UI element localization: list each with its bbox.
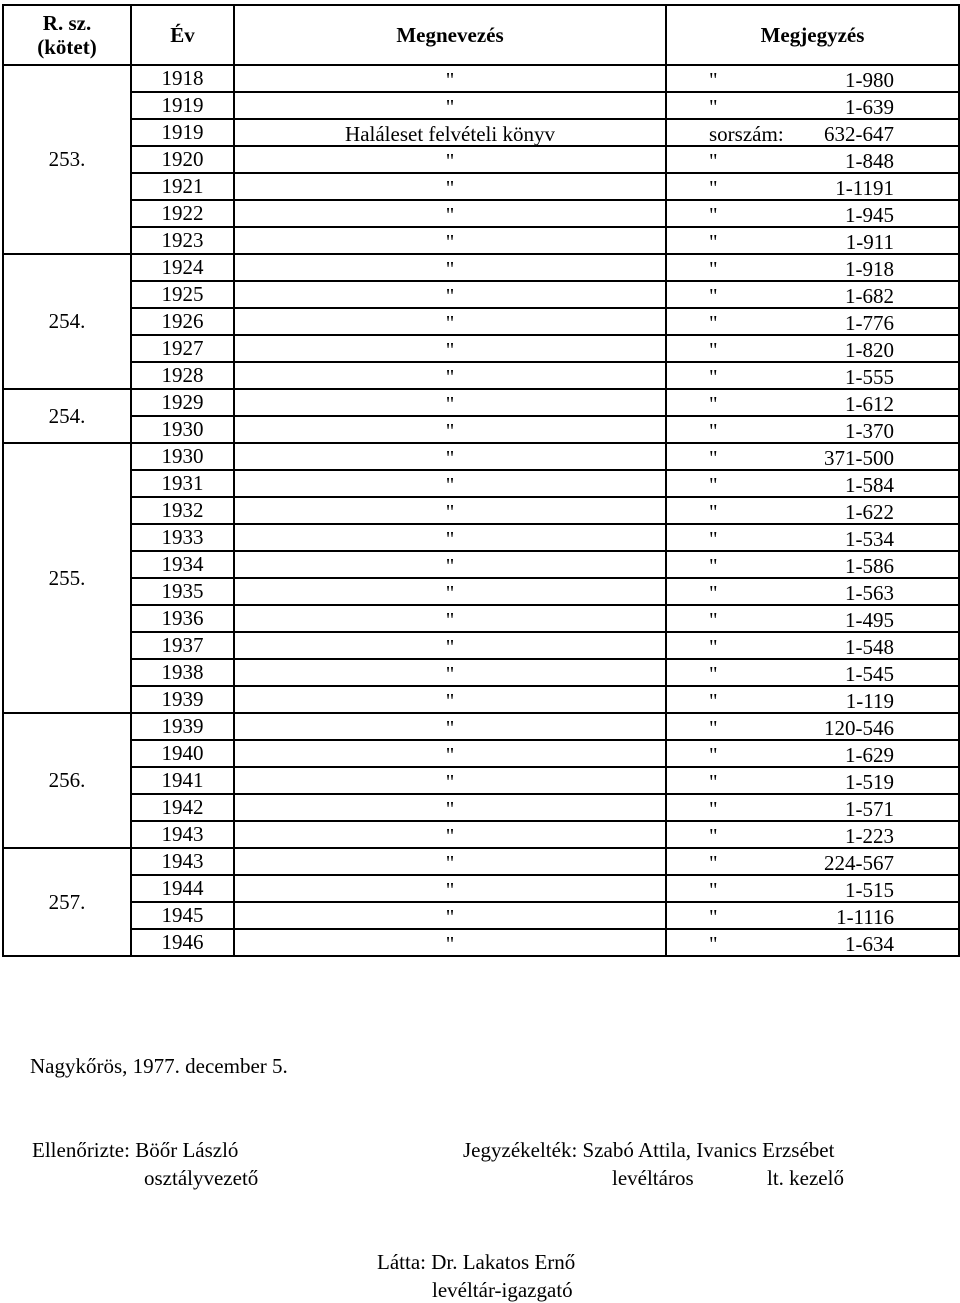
- year-cell: 1924: [131, 254, 234, 281]
- year-cell: 1934: [131, 551, 234, 578]
- year-cell: 1919: [131, 92, 234, 119]
- table-row: [3, 389, 959, 416]
- table-row: [3, 686, 959, 713]
- note-ditto: ": [709, 662, 718, 686]
- table-row: [3, 605, 959, 632]
- serial-range: 1-1116: [836, 905, 894, 929]
- table-row: [3, 227, 959, 254]
- serial-range: 1-515: [845, 878, 894, 902]
- compiled-by: Jegyzékelték: Szabó Attila, Ivanics Erzsébet: [463, 1138, 835, 1162]
- year-cell: 1928: [131, 362, 234, 389]
- year-cell: 1919: [131, 119, 234, 146]
- name-cell: [234, 146, 666, 173]
- note-ditto: ": [709, 689, 718, 713]
- serial-range: 1-848: [845, 149, 894, 173]
- note-ditto: ": [709, 446, 718, 470]
- name-cell: [234, 551, 666, 578]
- name-cell: [234, 794, 666, 821]
- table-row: [3, 146, 959, 173]
- note-ditto: ": [709, 419, 718, 443]
- header-volume-line1: R. sz.: [42, 10, 92, 35]
- note-ditto: ": [709, 338, 718, 362]
- name-cell: [234, 659, 666, 686]
- name-ditto: ": [445, 743, 455, 767]
- compiled-title-archivist: levéltáros: [612, 1166, 694, 1190]
- checked-by: Ellenőrizte: Böőr László: [32, 1138, 239, 1162]
- table-row: [3, 767, 959, 794]
- note-cell: [666, 92, 959, 119]
- table-row: [3, 173, 959, 200]
- note-cell: [666, 362, 959, 389]
- note-cell: [666, 173, 959, 200]
- header-note: Megjegyzés: [666, 5, 959, 65]
- serial-range: 1-629: [845, 743, 894, 767]
- note-cell: [666, 659, 959, 686]
- note-ditto: ": [709, 95, 718, 119]
- note-ditto: ": [709, 500, 718, 524]
- name-ditto: ": [445, 770, 455, 794]
- serial-range: 1-612: [845, 392, 894, 416]
- note-cell: [666, 902, 959, 929]
- name-cell: [234, 902, 666, 929]
- name-ditto: ": [445, 635, 455, 659]
- year-cell: 1935: [131, 578, 234, 605]
- name-ditto: ": [445, 203, 455, 227]
- name-ditto: ": [445, 851, 455, 875]
- table-row: [3, 308, 959, 335]
- serial-range: 1-622: [845, 500, 894, 524]
- year-cell: 1937: [131, 632, 234, 659]
- name-cell: [234, 308, 666, 335]
- name-ditto: ": [445, 878, 455, 902]
- table-row: [3, 362, 959, 389]
- year-cell: 1930: [131, 416, 234, 443]
- note-ditto: ": [709, 203, 718, 227]
- name-cell: [234, 767, 666, 794]
- year-cell: 1926: [131, 308, 234, 335]
- serial-range: 1-634: [845, 932, 894, 956]
- table-row: [3, 659, 959, 686]
- name-ditto: ": [445, 824, 455, 848]
- name-cell: [234, 875, 666, 902]
- year-cell: 1938: [131, 659, 234, 686]
- name-cell: [234, 92, 666, 119]
- note-cell: [666, 443, 959, 470]
- table-row: [3, 470, 959, 497]
- serial-range: 1-776: [845, 311, 894, 335]
- volume-number: 254.: [3, 254, 131, 389]
- name-cell: [234, 605, 666, 632]
- compiled-title-clerk: lt. kezelő: [767, 1166, 844, 1190]
- serial-range: 1-370: [845, 419, 894, 443]
- note-cell: [666, 119, 959, 146]
- name-cell: [234, 335, 666, 362]
- note-ditto: ": [709, 905, 718, 929]
- note-cell: [666, 524, 959, 551]
- register-table: [2, 4, 960, 957]
- year-cell: 1921: [131, 173, 234, 200]
- table-row: [3, 119, 959, 146]
- name-cell: [234, 470, 666, 497]
- note-ditto: ": [709, 311, 718, 335]
- year-cell: 1922: [131, 200, 234, 227]
- name-ditto: ": [445, 284, 455, 308]
- name-cell: [234, 443, 666, 470]
- name-ditto: ": [445, 689, 455, 713]
- header-name: Megnevezés: [234, 5, 666, 65]
- note-ditto: ": [709, 608, 718, 632]
- note-cell: [666, 821, 959, 848]
- table-row: [3, 794, 959, 821]
- serial-range: 1-548: [845, 635, 894, 659]
- note-cell: [666, 416, 959, 443]
- note-ditto: ": [709, 635, 718, 659]
- name-ditto: ": [445, 230, 455, 254]
- note-ditto: ": [709, 68, 718, 92]
- header-volume: [3, 5, 131, 65]
- name-cell: [234, 740, 666, 767]
- serial-range: 1-980: [845, 68, 894, 92]
- year-cell: 1936: [131, 605, 234, 632]
- serial-range: 371-500: [824, 446, 894, 470]
- approved-title: levéltár-igazgató: [432, 1278, 573, 1302]
- year-cell: 1931: [131, 470, 234, 497]
- name-ditto: ": [445, 149, 455, 173]
- name-ditto: ": [445, 905, 455, 929]
- header-row: [3, 5, 959, 65]
- note-cell: [666, 605, 959, 632]
- note-cell: [666, 146, 959, 173]
- note-ditto: ": [709, 176, 718, 200]
- note-label: sorszám:: [709, 122, 784, 146]
- name-cell: [234, 578, 666, 605]
- name-cell: [234, 929, 666, 956]
- name-ditto: ": [445, 608, 455, 632]
- table-row: [3, 578, 959, 605]
- serial-range: 1-545: [845, 662, 894, 686]
- serial-range: 1-534: [845, 527, 894, 551]
- note-ditto: ": [709, 257, 718, 281]
- table-row: [3, 875, 959, 902]
- year-cell: 1940: [131, 740, 234, 767]
- serial-range: 1-519: [845, 770, 894, 794]
- serial-range: 120-546: [824, 716, 894, 740]
- note-ditto: ": [709, 878, 718, 902]
- year-cell: 1939: [131, 713, 234, 740]
- serial-range: 1-571: [845, 797, 894, 821]
- table-row: [3, 740, 959, 767]
- serial-range: 1-820: [845, 338, 894, 362]
- table-row: [3, 902, 959, 929]
- name-ditto: ": [445, 662, 455, 686]
- note-ditto: ": [709, 743, 718, 767]
- note-ditto: ": [709, 770, 718, 794]
- note-cell: [666, 632, 959, 659]
- name-ditto: ": [445, 716, 455, 740]
- note-cell: [666, 848, 959, 875]
- volume-number: 257.: [3, 848, 131, 956]
- name-ditto: ": [445, 500, 455, 524]
- table-row: [3, 416, 959, 443]
- name-ditto: ": [445, 797, 455, 821]
- name-ditto: ": [445, 527, 455, 551]
- name-cell: [234, 65, 666, 92]
- note-ditto: ": [709, 473, 718, 497]
- table-row: [3, 929, 959, 956]
- name-cell: [234, 848, 666, 875]
- table-row: [3, 821, 959, 848]
- table-row: [3, 848, 959, 875]
- table-row: [3, 443, 959, 470]
- note-ditto: ": [709, 581, 718, 605]
- name-ditto: ": [445, 932, 455, 956]
- serial-range: 1-911: [845, 230, 894, 254]
- year-cell: 1943: [131, 848, 234, 875]
- year-cell: 1925: [131, 281, 234, 308]
- year-cell: 1942: [131, 794, 234, 821]
- header-volume-line2: (kötet): [37, 35, 97, 59]
- note-cell: [666, 578, 959, 605]
- serial-range: 1-682: [845, 284, 894, 308]
- note-cell: [666, 200, 959, 227]
- volume-number: 254.: [3, 389, 131, 443]
- name-cell: [234, 686, 666, 713]
- note-ditto: ": [709, 716, 718, 740]
- serial-range: 1-555: [845, 365, 894, 389]
- name-text: Haláleset felvételi könyv: [345, 122, 555, 146]
- table-row: [3, 524, 959, 551]
- year-cell: 1918: [131, 65, 234, 92]
- approved-by: Látta: Dr. Lakatos Ernő: [377, 1250, 576, 1274]
- name-ditto: ": [445, 581, 455, 605]
- year-cell: 1929: [131, 389, 234, 416]
- name-cell: [234, 119, 666, 146]
- checked-by-title: osztályvezető: [144, 1166, 259, 1190]
- name-ditto: ": [445, 473, 455, 497]
- year-cell: 1920: [131, 146, 234, 173]
- note-ditto: ": [709, 797, 718, 821]
- year-cell: 1944: [131, 875, 234, 902]
- note-cell: [666, 389, 959, 416]
- name-ditto: ": [445, 338, 455, 362]
- note-ditto: ": [709, 554, 718, 578]
- note-cell: [666, 875, 959, 902]
- name-cell: [234, 362, 666, 389]
- name-cell: [234, 821, 666, 848]
- volume-number: 253.: [3, 65, 131, 254]
- name-cell: [234, 254, 666, 281]
- name-ditto: ": [445, 392, 455, 416]
- year-cell: 1930: [131, 443, 234, 470]
- volume-number: 255.: [3, 443, 131, 713]
- year-cell: 1923: [131, 227, 234, 254]
- note-cell: [666, 65, 959, 92]
- name-ditto: ": [445, 554, 455, 578]
- note-ditto: ": [709, 851, 718, 875]
- table-row: [3, 92, 959, 119]
- note-cell: [666, 929, 959, 956]
- note-cell: [666, 254, 959, 281]
- serial-range: 632-647: [824, 122, 894, 146]
- table-row: [3, 713, 959, 740]
- table-row: [3, 497, 959, 524]
- header-year: Év: [131, 5, 234, 65]
- serial-range: 1-495: [845, 608, 894, 632]
- note-ditto: ": [709, 284, 718, 308]
- serial-range: 1-918: [845, 257, 894, 281]
- name-cell: [234, 227, 666, 254]
- note-ditto: ": [709, 824, 718, 848]
- serial-range: 1-945: [845, 203, 894, 227]
- name-ditto: ": [445, 176, 455, 200]
- year-cell: 1941: [131, 767, 234, 794]
- name-ditto: ": [445, 419, 455, 443]
- name-cell: [234, 524, 666, 551]
- note-cell: [666, 497, 959, 524]
- year-cell: 1946: [131, 929, 234, 956]
- note-cell: [666, 551, 959, 578]
- note-ditto: ": [709, 932, 718, 956]
- note-cell: [666, 335, 959, 362]
- name-cell: [234, 632, 666, 659]
- name-cell: [234, 416, 666, 443]
- name-cell: [234, 173, 666, 200]
- name-ditto: ": [445, 95, 455, 119]
- table-row: [3, 200, 959, 227]
- serial-range: 1-119: [845, 689, 894, 713]
- name-ditto: ": [445, 257, 455, 281]
- note-cell: [666, 740, 959, 767]
- note-cell: [666, 767, 959, 794]
- year-cell: 1943: [131, 821, 234, 848]
- note-cell: [666, 308, 959, 335]
- serial-range: 1-1191: [835, 176, 894, 200]
- note-cell: [666, 281, 959, 308]
- year-cell: 1927: [131, 335, 234, 362]
- serial-range: 224-567: [824, 851, 894, 875]
- table-row: [3, 551, 959, 578]
- name-cell: [234, 497, 666, 524]
- volume-number: 256.: [3, 713, 131, 848]
- note-ditto: ": [709, 527, 718, 551]
- year-cell: 1945: [131, 902, 234, 929]
- serial-range: 1-639: [845, 95, 894, 119]
- note-cell: [666, 227, 959, 254]
- name-ditto: ": [445, 365, 455, 389]
- name-ditto: ": [445, 311, 455, 335]
- year-cell: 1939: [131, 686, 234, 713]
- table-row: [3, 254, 959, 281]
- table-row: [3, 65, 959, 92]
- place-date: Nagykőrös, 1977. december 5.: [30, 1054, 288, 1078]
- name-cell: [234, 389, 666, 416]
- table-row: [3, 632, 959, 659]
- note-cell: [666, 686, 959, 713]
- name-ditto: ": [445, 446, 455, 470]
- note-ditto: ": [709, 230, 718, 254]
- year-cell: 1932: [131, 497, 234, 524]
- name-cell: [234, 281, 666, 308]
- table-body: [3, 65, 959, 956]
- serial-range: 1-586: [845, 554, 894, 578]
- note-cell: [666, 470, 959, 497]
- serial-range: 1-584: [845, 473, 894, 497]
- note-ditto: ": [709, 365, 718, 389]
- note-ditto: ": [709, 392, 718, 416]
- name-ditto: ": [445, 68, 455, 92]
- note-cell: [666, 794, 959, 821]
- table-row: [3, 335, 959, 362]
- name-cell: [234, 713, 666, 740]
- year-cell: 1933: [131, 524, 234, 551]
- serial-range: 1-563: [845, 581, 894, 605]
- serial-range: 1-223: [845, 824, 894, 848]
- note-cell: [666, 713, 959, 740]
- note-ditto: ": [709, 149, 718, 173]
- table-row: [3, 281, 959, 308]
- name-cell: [234, 200, 666, 227]
